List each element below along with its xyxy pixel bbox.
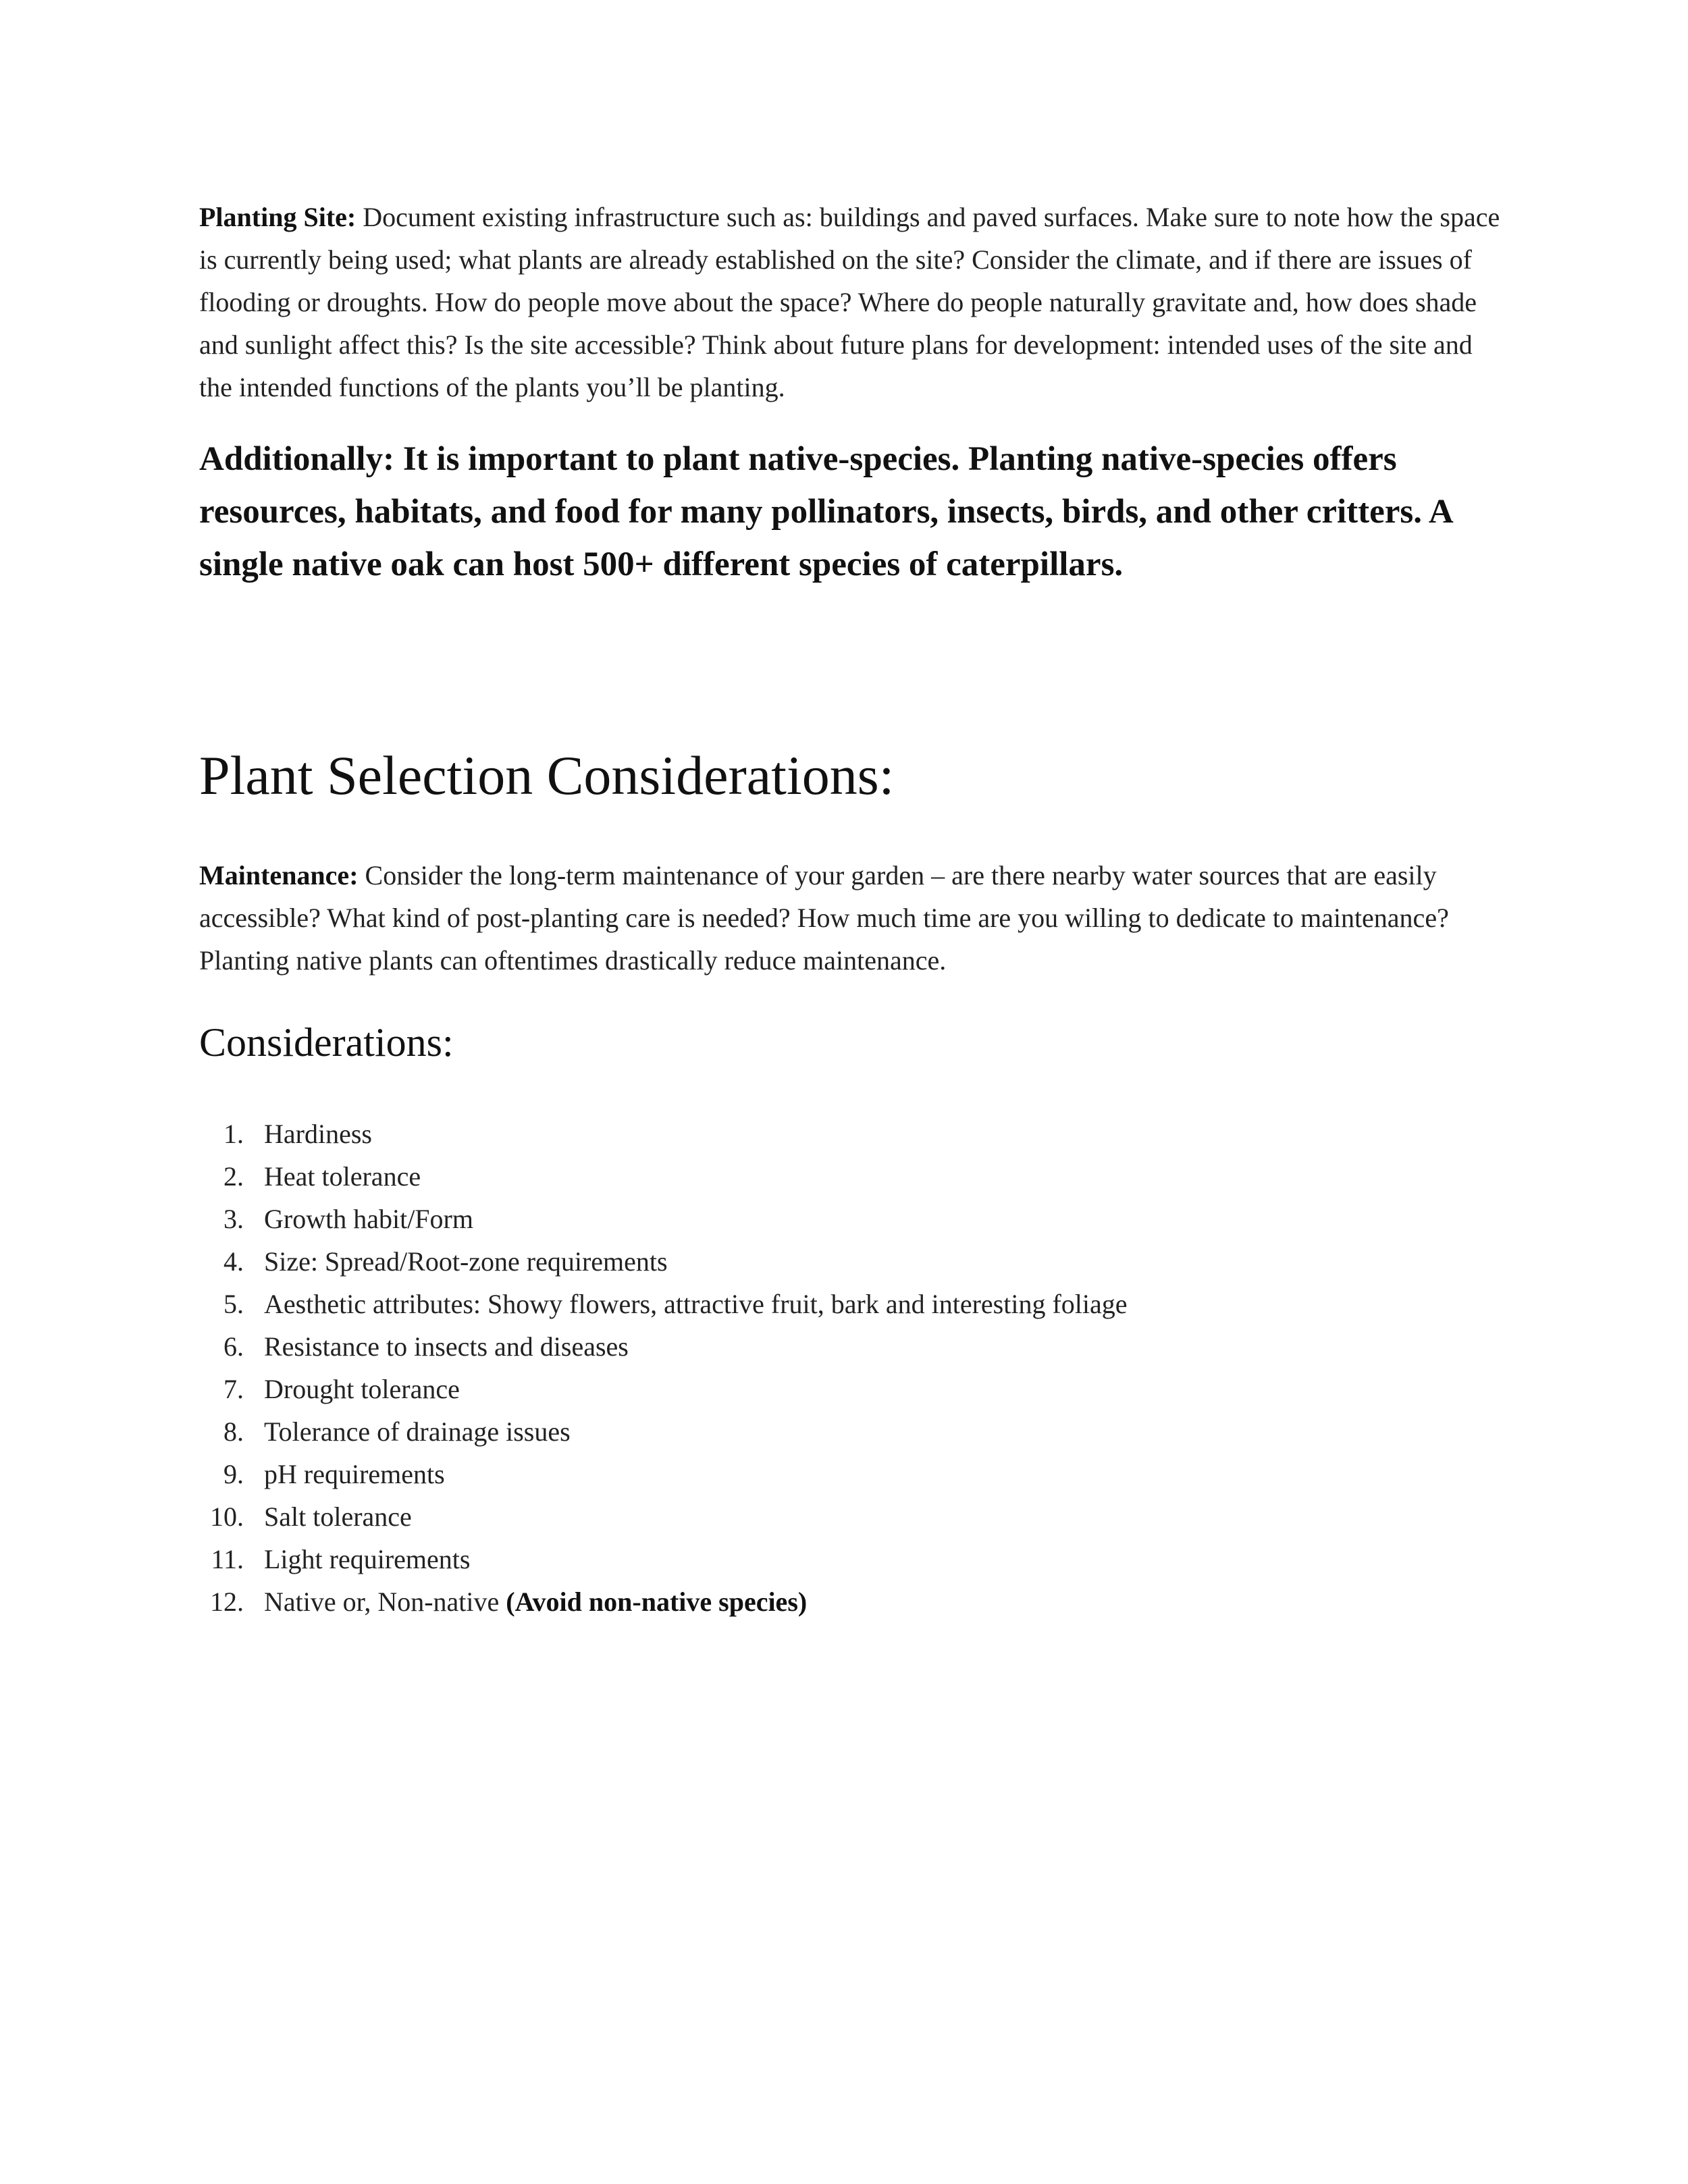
list-item: [199, 1198, 1502, 1240]
list-item-text: Growth habit/Form: [264, 1204, 473, 1234]
list-item: [199, 1155, 1502, 1198]
list-item-text: Salt tolerance: [264, 1501, 412, 1532]
list-item: [199, 1453, 1502, 1495]
list-item: [199, 1538, 1502, 1580]
planting-site-paragraph: [199, 196, 1502, 408]
list-item-text: Resistance to insects and diseases: [264, 1331, 629, 1362]
list-item-number: 5.: [223, 1289, 244, 1319]
list-item-number: 4.: [223, 1246, 244, 1277]
list-item-text: pH requirements: [264, 1459, 445, 1489]
considerations-title: Considerations:: [199, 1020, 454, 1065]
considerations-list: [199, 1113, 1502, 1623]
list-item-number: 6.: [223, 1331, 244, 1362]
list-item-number: 8.: [223, 1416, 244, 1447]
list-item: [199, 1368, 1502, 1410]
page-content: [199, 196, 1502, 1623]
maintenance-text: Consider the long-term maintenance of your garden – are there nearby water sources that are easily accessible? What kind of post-planting care is needed? How much time are you willing to dedicate to maintenance? Planting native plants can oftentimes drastically reduce maintenance.: [199, 860, 1449, 976]
planting-site-label: Planting Site:: [199, 202, 357, 232]
list-item-number: 7.: [223, 1374, 244, 1404]
list-item-number: 11.: [211, 1544, 244, 1574]
list-item: [199, 1240, 1502, 1283]
maintenance-paragraph: [199, 854, 1502, 982]
list-item-text: Heat tolerance: [264, 1161, 421, 1192]
list-item-number: 10.: [210, 1501, 244, 1532]
maintenance-label: Maintenance:: [199, 860, 359, 890]
list-item-text: Aesthetic attributes: Showy flowers, attractive fruit, bark and interesting foliage: [264, 1289, 1128, 1319]
list-item: [199, 1495, 1502, 1538]
list-item-number: 3.: [223, 1204, 244, 1234]
list-item: [199, 1283, 1502, 1325]
list-item-text: Drought tolerance: [264, 1374, 460, 1404]
list-item: [199, 1410, 1502, 1453]
list-item-bold-note: (Avoid non-native species): [506, 1587, 808, 1617]
list-item-text: Native or, Non-native: [264, 1587, 506, 1617]
list-item-text: Size: Spread/Root-zone requirements: [264, 1246, 668, 1277]
list-item-text: Hardiness: [264, 1119, 372, 1149]
list-item-text: Light requirements: [264, 1544, 471, 1574]
list-item: [199, 1580, 1502, 1623]
list-item-number: 12.: [210, 1587, 244, 1617]
list-item: [199, 1325, 1502, 1368]
list-item-text: Tolerance of drainage issues: [264, 1416, 571, 1447]
list-item-number: 1.: [223, 1119, 244, 1149]
list-item-text-wrapper: [264, 1580, 807, 1623]
list-item-number: 9.: [223, 1459, 244, 1489]
list-item-number: 2.: [223, 1161, 244, 1192]
native-species-note: Additionally: It is important to plant native-species. Planting native-species offers resources, habitats, and food for many pollinators, insects, birds, and other critters. A single native oak can host 500+ different species of caterpillars.: [199, 440, 1452, 583]
planting-site-text: Document existing infrastructure such as: buildings and paved surfaces. Make sure to note how the space is currently being used; what plants are already established on the site? Consider the climate, and if there are issues of flooding or droughts. How do people move about the space? Where do people naturally gravitate and, how does shade and sunlight affect this? Is the site accessible? Think about future plans for development: intended uses of the site and the intended functions of the plants you’ll be planting.: [199, 202, 1500, 402]
section-title: Plant Selection Considerations:: [199, 745, 895, 806]
list-item: [199, 1113, 1502, 1155]
